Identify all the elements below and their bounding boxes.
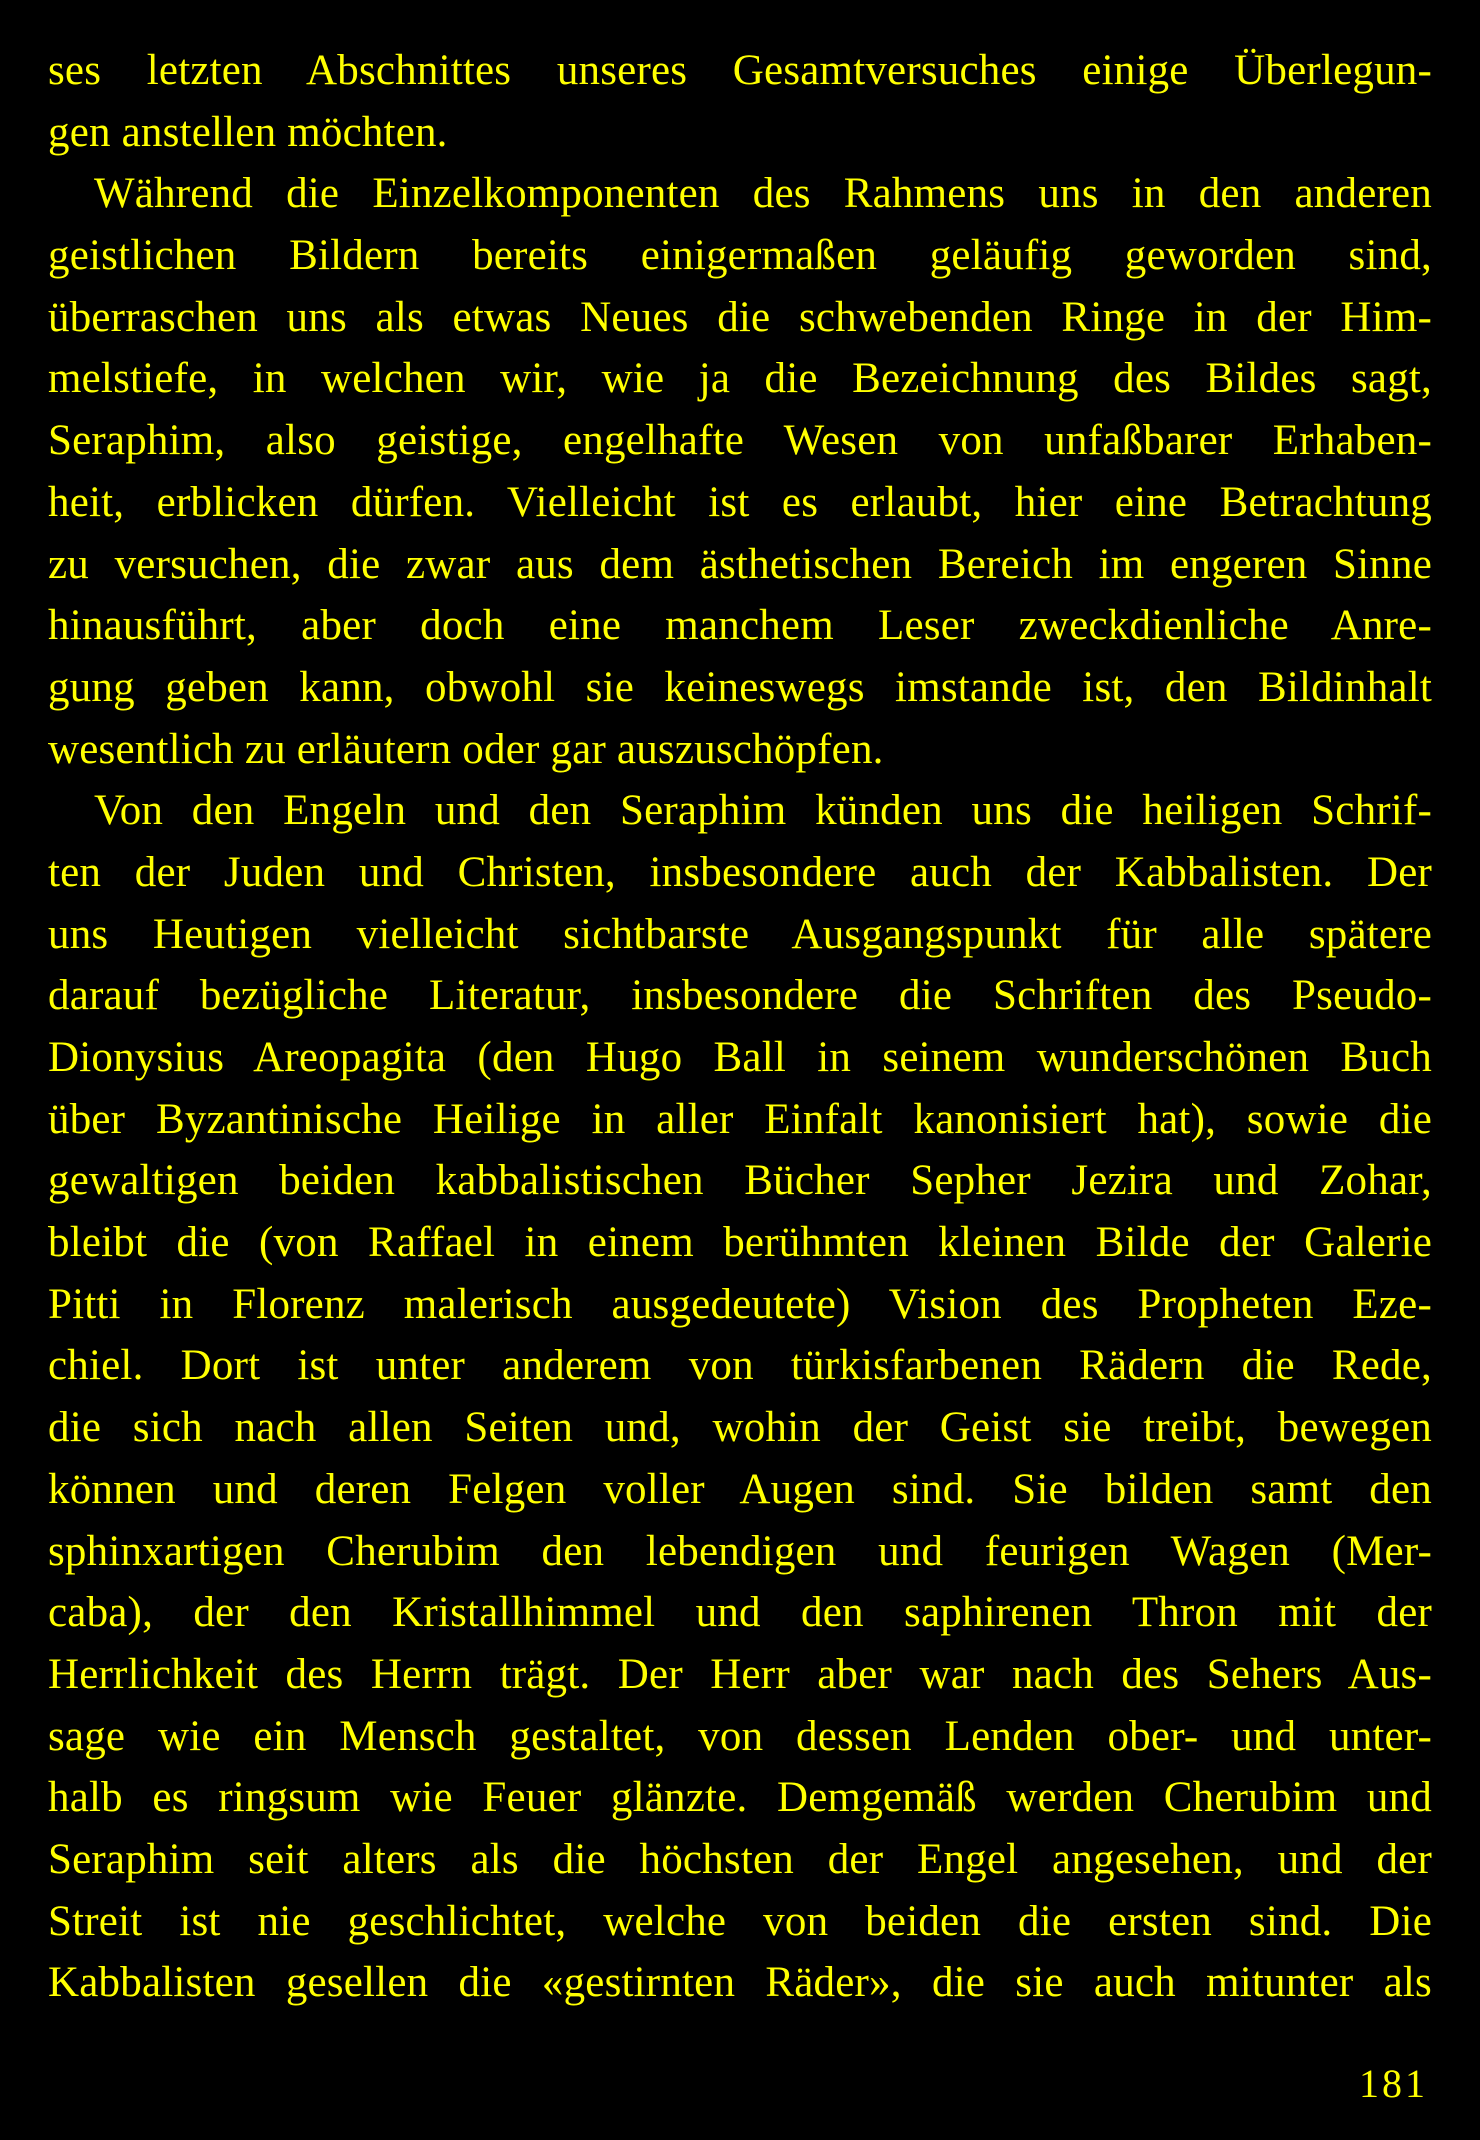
text-line: zu versuchen, die zwar aus dem ästhetischen Bereich im engeren Sinne xyxy=(48,540,1432,588)
text-line: ten der Juden und Christen, insbesondere auch der Kabbalisten. Der xyxy=(48,848,1432,896)
paragraph-3 xyxy=(48,780,1432,2014)
text-line: hinausführt, aber doch eine manchem Leser zweckdienliche Anre- xyxy=(48,602,1432,650)
text-line: chiel. Dort ist unter anderem von türkisfarbenen Rädern die Rede, xyxy=(48,1342,1432,1390)
text-line: Von den Engeln und den Seraphim künden uns die heiligen Schrif- xyxy=(94,787,1432,835)
page-number: 181 xyxy=(1359,2061,1428,2106)
text-line: sage wie ein Mensch gestaltet, von dessen Lenden ober- und unter- xyxy=(48,1712,1432,1760)
text-line: Pitti in Florenz malerisch ausgedeutete) Vision des Propheten Eze- xyxy=(48,1280,1432,1328)
text-line: gen anstellen möchten. xyxy=(48,108,448,156)
text-line: können und deren Felgen voller Augen sind. Sie bilden samt den xyxy=(48,1465,1432,1513)
text-line: gewaltigen beiden kabbalistischen Bücher Sepher Jezira und Zohar, xyxy=(48,1157,1432,1205)
text-line: heit, erblicken dürfen. Vielleicht ist es erlaubt, hier eine Betrachtung xyxy=(48,478,1432,526)
paragraph-1 xyxy=(48,40,1432,163)
paragraph-2 xyxy=(48,163,1432,780)
text-line: wesentlich zu erläutern oder gar auszuschöpfen. xyxy=(48,725,884,773)
text-line: uns Heutigen vielleicht sichtbarste Ausgangspunkt für alle spätere xyxy=(48,910,1432,958)
text-line: gung geben kann, obwohl sie keineswegs imstande ist, den Bildinhalt xyxy=(48,663,1432,711)
text-line: Streit ist nie geschlichtet, welche von beiden die ersten sind. Die xyxy=(48,1897,1432,1945)
text-line: Seraphim, also geistige, engelhafte Wesen von unfaßbarer Erhaben- xyxy=(48,417,1432,465)
text-line: ses letzten Abschnittes unseres Gesamtversuches einige Überlegun- xyxy=(48,47,1432,94)
text-line: halb es ringsum wie Feuer glänzte. Demgemäß werden Cherubim und xyxy=(48,1774,1432,1822)
text-line: Seraphim seit alters als die höchsten der Engel angesehen, und der xyxy=(48,1835,1432,1883)
text-line: über Byzantinische Heilige in aller Einfalt kanonisiert hat), sowie die xyxy=(48,1095,1432,1143)
text-line: bleibt die (von Raffael in einem berühmten kleinen Bilde der Galerie xyxy=(48,1219,1432,1267)
text-line: Kabbalisten gesellen die «gestirnten Räder», die sie auch mitunter als xyxy=(48,1959,1432,2007)
text-line: darauf bezügliche Literatur, insbesondere die Schriften des Pseudo- xyxy=(48,972,1432,1020)
text-line: Herrlichkeit des Herrn trägt. Der Herr aber war nach des Sehers Aus- xyxy=(48,1650,1432,1698)
text-line: überraschen uns als etwas Neues die schwebenden Ringe in der Him- xyxy=(48,293,1432,341)
text-line: sphinxartigen Cherubim den lebendigen und feurigen Wagen (Mer- xyxy=(48,1527,1432,1575)
book-page xyxy=(48,40,1432,2100)
text-line: caba), der den Kristallhimmel und den saphirenen Thron mit der xyxy=(48,1589,1432,1637)
text-line: melstiefe, in welchen wir, wie ja die Bezeichnung des Bildes sagt, xyxy=(48,355,1432,403)
text-line: Während die Einzelkomponenten des Rahmens uns in den anderen xyxy=(94,170,1432,218)
text-line: Dionysius Areopagita (den Hugo Ball in seinem wunderschönen Buch xyxy=(48,1034,1432,1081)
text-line: geistlichen Bildern bereits einigermaßen geläufig geworden sind, xyxy=(48,232,1432,280)
text-line: die sich nach allen Seiten und, wohin der Geist sie treibt, bewegen xyxy=(48,1404,1432,1452)
